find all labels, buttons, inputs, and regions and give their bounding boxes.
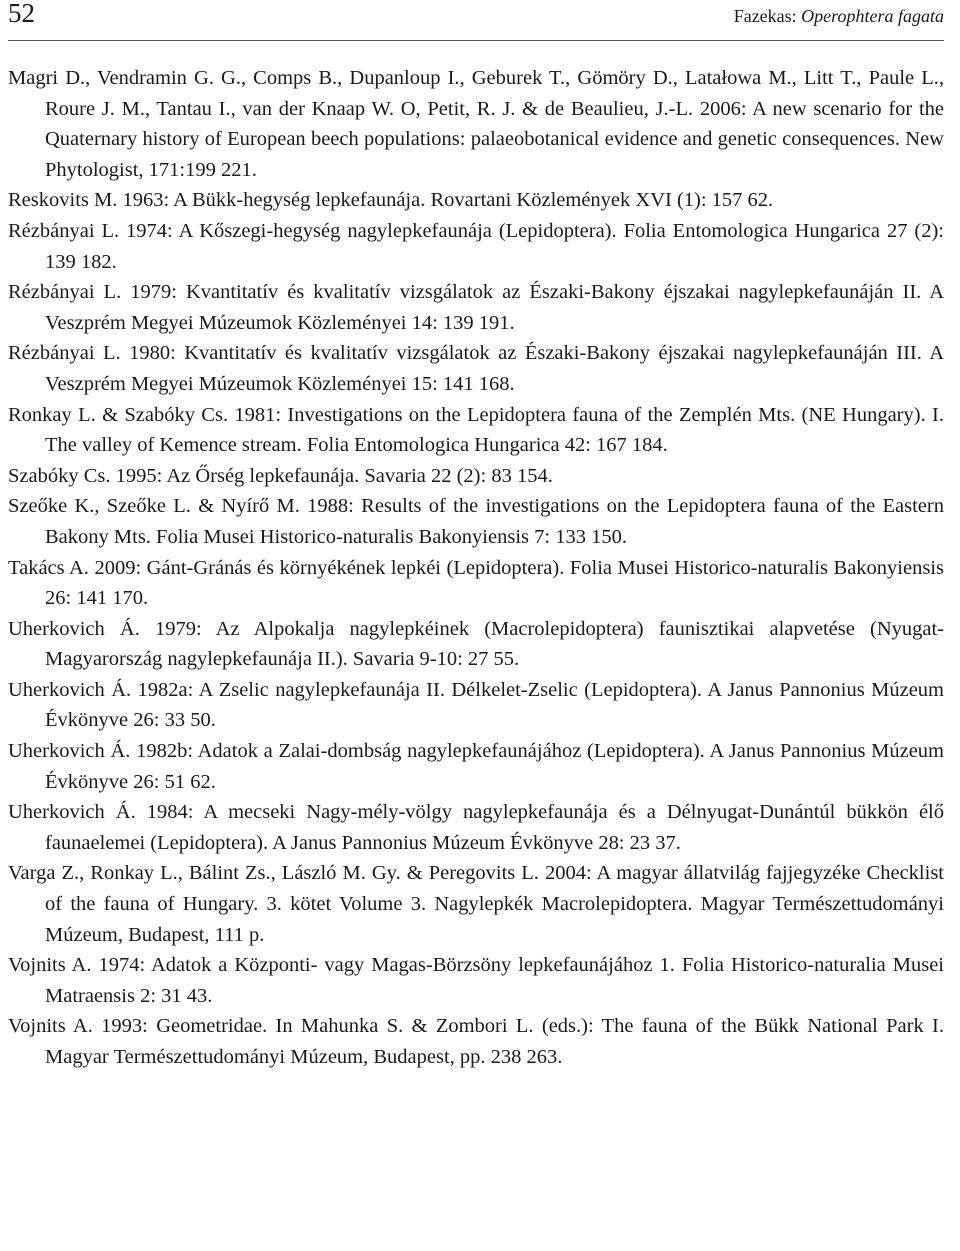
reference-entry: Varga Z., Ronkay L., Bálint Zs., László M. Gy. & Peregovits L. 2004: A magyar állatvilág fajjegyzéke Checklist of the fauna of Hungary. 3. kötet Volume 3. Nagylepkék Macrolepidoptera. Magyar Természettudományi Múzeum, Budapest, 111 p. (8, 862, 944, 946)
page-header (8, 0, 944, 41)
reference-entry: Magri D., Vendramin G. G., Comps B., Dupanloup I., Geburek T., Gömöry D., Latałowa M., Litt T., Paule L., Roure J. M., Tantau I., van der Knaap W. O, Petit, R. J. & de Beaulieu, J.-L. 2006: A new scenario for the Quaternary history of European beech populations: palaeobotanical evidence and genetic consequences. New Phytologist, 171:199 221. (8, 67, 944, 181)
reference-entry: Vojnits A. 1974: Adatok a Központi- vagy Magas-Börzsöny lepkefaunájához 1. Folia Historico-naturalia Musei Matraensis 2: 31 43. (8, 954, 944, 1007)
reference-entry: Rézbányai L. 1980: Kvantitatív és kvalitatív vizsgálatok az Északi-Bakony éjszakai nagylepkefaunáján III. A Veszprém Megyei Múzeumok Közleményei 15: 141 168. (8, 342, 944, 395)
reference-entry: Takács A. 2009: Gánt-Gránás és környékének lepkéi (Lepidoptera). Folia Musei Historico-naturalis Bakonyiensis 26: 141 170. (8, 556, 944, 610)
reference-entry: Uherkovich Á. 1984: A mecseki Nagy-mély-völgy nagylepkefaunája és a Délnyugat-Dunántúl bükkön élő faunaelemei (Lepidoptera). A Janus Pannonius Múzeum Évkönyve 28: 23 37. (8, 801, 944, 854)
reference-entry: Reskovits M. 1963: A Bükk-hegység lepkefaunája. Rovartani Közlemények XVI (1): 157 62. (8, 189, 774, 212)
running-head-author: Fazekas: (733, 6, 797, 26)
reference-entry: Uherkovich Á. 1982a: A Zselic nagylepkefaunája II. Délkelet-Zselic (Lepidoptera). A Janus Pannonius Múzeum Évkönyve 26: 33 50. (8, 678, 944, 732)
reference-entry: Rézbányai L. 1974: A Kőszegi-hegység nagylepkefaunája (Lepidoptera). Folia Entomologica Hungarica 27 (2): 139 182. (8, 219, 944, 273)
page-number: 52 (8, 0, 35, 28)
reference-entry: Szabóky Cs. 1995: Az Őrség lepkefaunája. Savaria 22 (2): 83 154. (8, 464, 553, 487)
reference-entry: Uherkovich Á. 1982b: Adatok a Zalai-dombság nagylepkefaunájához (Lepidoptera). A Janus Pannonius Múzeum Évkönyve 26: 51 62. (8, 740, 944, 793)
reference-entry: Szeőke K., Szeőke L. & Nyírő M. 1988: Results of the investigations on the Lepidoptera fauna of the Eastern Bakony Mts. Folia Musei Historico-naturalis Bakonyiensis 7: 133 150. (8, 495, 944, 548)
reference-entry: Uherkovich Á. 1979: Az Alpokalja nagylepkéinek (Macrolepidoptera) faunisztikai alapvetése (Nyugat-Magyarország nagylepkefaunája II.). Savaria 9-10: 27 55. (8, 617, 944, 671)
running-head-title: Operophtera fagata (801, 6, 944, 26)
reference-entry: Vojnits A. 1993: Geometridae. In Mahunka S. & Zombori L. (eds.): The fauna of the Bükk National Park I. Magyar Természettudományi Múzeum, Budapest, pp. 238 263. (8, 1015, 944, 1068)
reference-list (8, 63, 944, 1073)
reference-entry: Rézbányai L. 1979: Kvantitatív és kvalitatív vizsgálatok az Északi-Bakony éjszakai nagylepkefaunáján II. A Veszprém Megyei Múzeumok Közleményei 14: 139 191. (8, 281, 944, 334)
reference-entry: Ronkay L. & Szabóky Cs. 1981: Investigations on the Lepidoptera fauna of the Zemplén Mts. (NE Hungary). I. The valley of Kemence stream. Folia Entomologica Hungarica 42: 167 184. (8, 403, 944, 457)
running-head (734, 6, 944, 27)
